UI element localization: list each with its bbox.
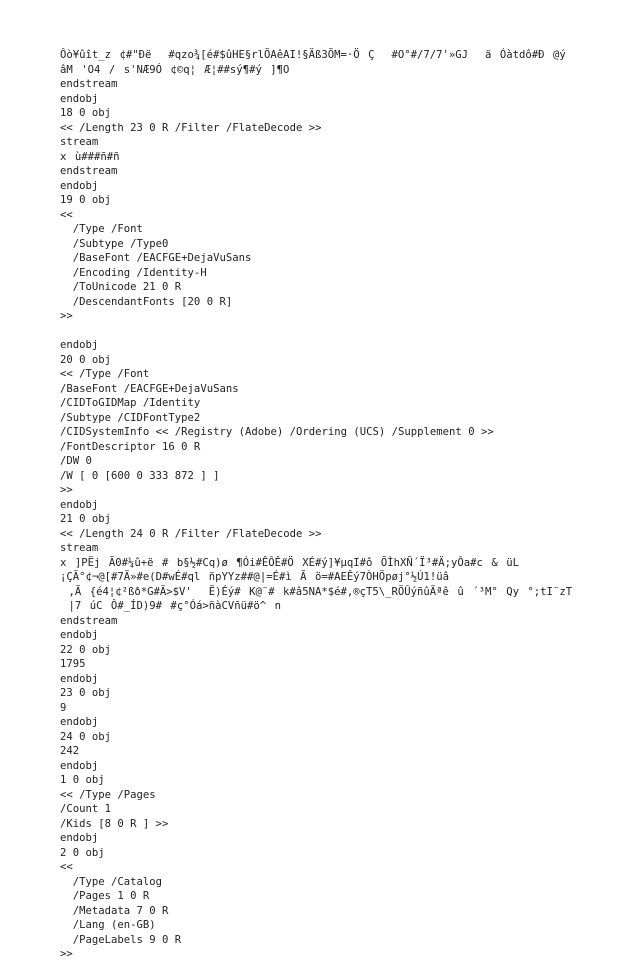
code-line: ¡ÇÃ°¢¬@[#7Ä»#e(D#wÉ#qlñpYYz##@|=É#ìÃö=#AEÊý7ÒHÖpøj°½Ú1!üâ — [60, 571, 449, 583]
code-line: << /Type /Pages — [60, 788, 156, 801]
code-line: >> — [60, 484, 73, 496]
code-line: endobj — [60, 498, 99, 511]
code-line: /BaseFont /EACFGE+DejaVuSans — [60, 252, 252, 264]
code-line: /CIDSystemInfo << /Registry (Adobe) /Ordering (UCS) /Supplement 0 >> — [60, 426, 494, 438]
code-line: stream — [60, 136, 99, 148]
code-line: /Pages 1 0 R — [60, 890, 150, 902]
code-line: endobj — [60, 672, 99, 685]
code-line: endstream — [60, 614, 118, 627]
code-line: 1 0 obj — [60, 774, 105, 786]
code-line: >> — [60, 948, 73, 960]
code-line: /Encoding /Identity-H — [60, 266, 207, 279]
code-line: 9 — [60, 701, 67, 714]
code-line: 24 0 obj — [60, 730, 112, 743]
code-line: /Count 1 — [60, 803, 112, 815]
code-line: 1795 — [60, 658, 86, 670]
code-line: /PageLabels 9 0 R — [60, 933, 182, 946]
code-line: /Subtype /Type0 — [60, 237, 169, 250]
code-line: /Type /Catalog — [60, 875, 163, 888]
code-line: ,Ã{é4¦¢²ßð*G#Ã>$V'Ë)Éý#K@¨#k#â5NA*$é#,®çT5\_RÖÛýñûÃªêû´³M°Qy°;tI¨zT — [60, 585, 573, 598]
code-line: endstream — [60, 78, 118, 90]
raw-pdf-text — [60, 48, 620, 962]
code-line: /Type /Font — [60, 223, 143, 235]
code-line: << — [60, 208, 73, 221]
code-line: /Subtype /CIDFontType2 — [60, 411, 201, 424]
code-line: endobj — [60, 832, 99, 844]
code-line: stream — [60, 542, 99, 554]
code-line: endobj — [60, 629, 99, 641]
code-line: /FontDescriptor 16 0 R — [60, 440, 201, 453]
code-line: endobj — [60, 716, 99, 728]
code-line: 20 0 obj — [60, 353, 112, 366]
code-line: << /Length 23 0 R /Filter /FlateDecode >> — [60, 121, 322, 134]
code-line: âM'O4/s'NÆ9Ó¢©q¦Æ¦##sý¶#ý]¶O — [60, 63, 290, 76]
code-line: 19 0 obj — [60, 194, 112, 206]
code-line: 2 0 obj — [60, 846, 105, 859]
code-line: endobj — [60, 92, 99, 105]
code-line: Ôò¥ûît_z¢#"Ðë#qzo¾[é#$ûHE§rlÕAêAI!§Äß3ÕM=·ÖÇ#O°#/7/7'»GJäÓàtdô#Ð@ý — [60, 49, 583, 61]
code-line: /DescendantFonts [20 0 R] — [60, 295, 233, 308]
code-line: << /Length 24 0 R /Filter /FlateDecode >> — [60, 527, 322, 540]
code-line: 22 0 obj — [60, 643, 112, 656]
code-line: |7úCÔ#_ÍD)9##ç°Óá>ñàCVñü#ö^n — [60, 600, 281, 612]
code-line: /Kids [8 0 R ] >> — [60, 817, 169, 830]
code-line: /Lang (en-GB) — [60, 919, 156, 931]
code-line: 21 0 obj — [60, 513, 112, 525]
code-line: 242 — [60, 745, 80, 757]
code-line: endobj — [60, 759, 99, 772]
code-line: 18 0 obj — [60, 107, 112, 119]
code-line: >> — [60, 310, 73, 322]
code-line: 23 0 obj — [60, 687, 112, 699]
code-line: endobj — [60, 339, 99, 351]
code-line — [60, 324, 620, 339]
code-line: /Metadata 7 0 R — [60, 904, 169, 917]
code-line: << /Type /Font — [60, 368, 150, 380]
code-line: /BaseFont /EACFGE+DejaVuSans — [60, 382, 239, 395]
code-line: /CIDToGIDMap /Identity — [60, 397, 201, 409]
code-line: /DW 0 — [60, 455, 92, 467]
code-line: endobj — [60, 179, 99, 192]
code-line: endstream — [60, 165, 118, 177]
code-line: xù###ñ#ñ — [60, 150, 120, 163]
code-line: /ToUnicode 21 0 R — [60, 281, 182, 293]
code-line: /W [ 0 [600 0 333 872 ] ] — [60, 469, 220, 482]
code-line: << — [60, 861, 73, 873]
code-line: x]PËjÃ0#¼û+ë#b§½#Cq)ø¶Ói#ÊÔÊ#ÖXÉ#ý]¥µqI#ôÕÌhXÑ´Ï³#Ä;yÔa#c&üL — [60, 556, 519, 569]
